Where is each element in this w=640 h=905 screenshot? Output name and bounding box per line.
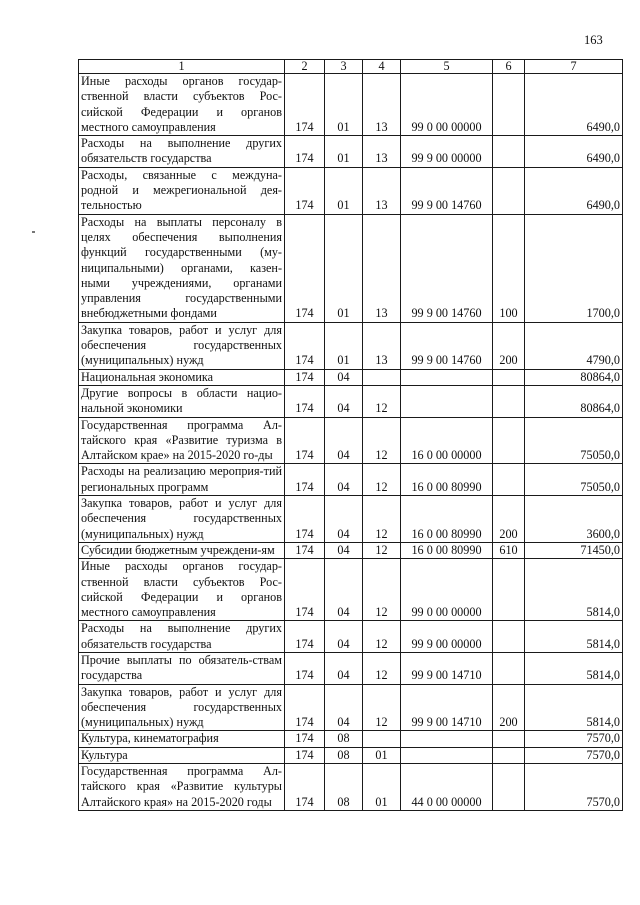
- ministry-code-cell: 174: [285, 731, 325, 747]
- subsection-code-cell: 12: [363, 385, 401, 417]
- table-row: [79, 542, 623, 558]
- ministry-code-cell: 174: [285, 464, 325, 496]
- table-row: [79, 559, 623, 621]
- expense-type-cell: [493, 136, 525, 168]
- amount-cell: 5814,0: [525, 652, 623, 684]
- subsection-code-cell: 13: [363, 74, 401, 136]
- table-row: [79, 747, 623, 763]
- section-code-cell: 01: [325, 136, 363, 168]
- ministry-code-cell: 174: [285, 167, 325, 214]
- section-code-cell: 04: [325, 496, 363, 543]
- table-row: [79, 464, 623, 496]
- ministry-code-cell: 174: [285, 496, 325, 543]
- table-row: [79, 652, 623, 684]
- ministry-code-cell: 174: [285, 559, 325, 621]
- target-item-cell: 99 9 00 00000: [401, 136, 493, 168]
- subsection-code-cell: [363, 369, 401, 385]
- expense-type-cell: 100: [493, 214, 525, 322]
- subsection-code-cell: 12: [363, 417, 401, 464]
- header-cell: 7: [525, 60, 623, 74]
- expense-type-cell: [493, 74, 525, 136]
- expense-name-cell: Иные расходы органов государ-ственной власти субъектов Рос-сийской Федерации и органов местного самоуправления: [79, 559, 285, 621]
- expense-type-cell: [493, 464, 525, 496]
- expense-type-cell: 200: [493, 496, 525, 543]
- table-row: [79, 369, 623, 385]
- ministry-code-cell: 174: [285, 214, 325, 322]
- expense-type-cell: [493, 764, 525, 811]
- expense-name-cell: Субсидии бюджетным учреждени-ям: [79, 542, 285, 558]
- section-code-cell: 08: [325, 731, 363, 747]
- table-row: [79, 731, 623, 747]
- header-cell: 1: [79, 60, 285, 74]
- scan-mark: [32, 231, 35, 233]
- amount-cell: 5814,0: [525, 559, 623, 621]
- amount-cell: 6490,0: [525, 74, 623, 136]
- target-item-cell: 99 0 00 00000: [401, 559, 493, 621]
- section-code-cell: 01: [325, 322, 363, 369]
- ministry-code-cell: 174: [285, 652, 325, 684]
- expense-name-cell: Национальная экономика: [79, 369, 285, 385]
- target-item-cell: 99 0 00 00000: [401, 74, 493, 136]
- subsection-code-cell: 13: [363, 136, 401, 168]
- expense-name-cell: Культура, кинематография: [79, 731, 285, 747]
- amount-cell: 75050,0: [525, 464, 623, 496]
- section-code-cell: 04: [325, 621, 363, 653]
- section-code-cell: 04: [325, 417, 363, 464]
- expense-type-cell: [493, 167, 525, 214]
- amount-cell: 7570,0: [525, 764, 623, 811]
- table-row: [79, 167, 623, 214]
- table-row: [79, 322, 623, 369]
- expense-name-cell: Государственная программа Ал-тайского края «Развитие туризма в Алтайском крае» на 2015-2020 го-ды: [79, 417, 285, 464]
- amount-cell: 1700,0: [525, 214, 623, 322]
- expense-name-cell: Расходы на выполнение других обязательств государства: [79, 136, 285, 168]
- expense-type-cell: 200: [493, 684, 525, 731]
- expense-type-cell: 200: [493, 322, 525, 369]
- subsection-code-cell: 13: [363, 214, 401, 322]
- amount-cell: 71450,0: [525, 542, 623, 558]
- table-row: [79, 417, 623, 464]
- section-code-cell: 04: [325, 369, 363, 385]
- amount-cell: 7570,0: [525, 747, 623, 763]
- ministry-code-cell: 174: [285, 136, 325, 168]
- expense-type-cell: 610: [493, 542, 525, 558]
- section-code-cell: 01: [325, 214, 363, 322]
- expense-type-cell: [493, 621, 525, 653]
- expense-type-cell: [493, 385, 525, 417]
- target-item-cell: 99 9 00 14760: [401, 167, 493, 214]
- expense-type-cell: [493, 369, 525, 385]
- ministry-code-cell: 174: [285, 385, 325, 417]
- subsection-code-cell: 12: [363, 542, 401, 558]
- target-item-cell: 16 0 00 80990: [401, 464, 493, 496]
- target-item-cell: 99 9 00 14710: [401, 652, 493, 684]
- target-item-cell: [401, 385, 493, 417]
- expense-name-cell: Расходы на выплаты персоналу в целях обеспечения выполнения функций государственными (му-ниципальными) органами, казен-ными учреждениями, органами управления государственными внебюджетными фондами: [79, 214, 285, 322]
- table-row: [79, 136, 623, 168]
- header-cell: 3: [325, 60, 363, 74]
- expense-type-cell: [493, 417, 525, 464]
- section-code-cell: 04: [325, 559, 363, 621]
- section-code-cell: 04: [325, 464, 363, 496]
- amount-cell: 80864,0: [525, 385, 623, 417]
- table-row: [79, 74, 623, 136]
- target-item-cell: 99 9 00 14710: [401, 684, 493, 731]
- table-header-row: [79, 60, 623, 74]
- header-cell: 2: [285, 60, 325, 74]
- subsection-code-cell: 12: [363, 684, 401, 731]
- expense-name-cell: Государственная программа Ал-тайского края «Развитие культуры Алтайского края» на 2015-2020 годы: [79, 764, 285, 811]
- section-code-cell: 04: [325, 684, 363, 731]
- amount-cell: 4790,0: [525, 322, 623, 369]
- subsection-code-cell: 12: [363, 621, 401, 653]
- page-number: 163: [584, 33, 603, 47]
- section-code-cell: 04: [325, 652, 363, 684]
- amount-cell: 5814,0: [525, 684, 623, 731]
- amount-cell: 80864,0: [525, 369, 623, 385]
- expense-name-cell: Закупка товаров, работ и услуг для обеспечения государственных (муниципальных) нужд: [79, 322, 285, 369]
- target-item-cell: [401, 731, 493, 747]
- subsection-code-cell: 01: [363, 764, 401, 811]
- expense-type-cell: [493, 559, 525, 621]
- ministry-code-cell: 174: [285, 764, 325, 811]
- target-item-cell: 99 9 00 00000: [401, 621, 493, 653]
- target-item-cell: [401, 747, 493, 763]
- section-code-cell: 04: [325, 542, 363, 558]
- section-code-cell: 01: [325, 167, 363, 214]
- subsection-code-cell: 13: [363, 322, 401, 369]
- expense-name-cell: Закупка товаров, работ и услуг для обеспечения государственных (муниципальных) нужд: [79, 684, 285, 731]
- ministry-code-cell: 174: [285, 322, 325, 369]
- expense-name-cell: Иные расходы органов государ-ственной власти субъектов Рос-сийской Федерации и органов местного самоуправления: [79, 74, 285, 136]
- table-row: [79, 621, 623, 653]
- target-item-cell: 16 0 00 80990: [401, 496, 493, 543]
- section-code-cell: 04: [325, 385, 363, 417]
- amount-cell: 7570,0: [525, 731, 623, 747]
- section-code-cell: 08: [325, 747, 363, 763]
- expense-name-cell: Прочие выплаты по обязатель-ствам государства: [79, 652, 285, 684]
- ministry-code-cell: 174: [285, 684, 325, 731]
- expense-name-cell: Расходы, связанные с междуна-родной и межрегиональной дея-тельностью: [79, 167, 285, 214]
- ministry-code-cell: 174: [285, 621, 325, 653]
- amount-cell: 5814,0: [525, 621, 623, 653]
- target-item-cell: 99 9 00 14760: [401, 322, 493, 369]
- ministry-code-cell: 174: [285, 747, 325, 763]
- ministry-code-cell: 174: [285, 417, 325, 464]
- amount-cell: 6490,0: [525, 167, 623, 214]
- expense-type-cell: [493, 731, 525, 747]
- budget-table: [78, 59, 623, 811]
- target-item-cell: 16 0 00 80990: [401, 542, 493, 558]
- amount-cell: 3600,0: [525, 496, 623, 543]
- expense-name-cell: Другие вопросы в области нацио-нальной экономики: [79, 385, 285, 417]
- subsection-code-cell: 12: [363, 559, 401, 621]
- expense-name-cell: Закупка товаров, работ и услуг для обеспечения государственных (муниципальных) нужд: [79, 496, 285, 543]
- section-code-cell: 08: [325, 764, 363, 811]
- target-item-cell: 16 0 00 00000: [401, 417, 493, 464]
- target-item-cell: 99 9 00 14760: [401, 214, 493, 322]
- expense-name-cell: Культура: [79, 747, 285, 763]
- section-code-cell: 01: [325, 74, 363, 136]
- subsection-code-cell: [363, 731, 401, 747]
- header-cell: 5: [401, 60, 493, 74]
- ministry-code-cell: 174: [285, 369, 325, 385]
- subsection-code-cell: 12: [363, 652, 401, 684]
- target-item-cell: [401, 369, 493, 385]
- amount-cell: 75050,0: [525, 417, 623, 464]
- expense-name-cell: Расходы на выполнение других обязательств государства: [79, 621, 285, 653]
- table-row: [79, 496, 623, 543]
- ministry-code-cell: 174: [285, 74, 325, 136]
- target-item-cell: 44 0 00 00000: [401, 764, 493, 811]
- table-row: [79, 684, 623, 731]
- expense-type-cell: [493, 747, 525, 763]
- header-cell: 4: [363, 60, 401, 74]
- header-cell: 6: [493, 60, 525, 74]
- table-row: [79, 764, 623, 811]
- subsection-code-cell: 12: [363, 464, 401, 496]
- table-row: [79, 385, 623, 417]
- amount-cell: 6490,0: [525, 136, 623, 168]
- expense-type-cell: [493, 652, 525, 684]
- expense-name-cell: Расходы на реализацию мероприя-тий региональных программ: [79, 464, 285, 496]
- table-row: [79, 214, 623, 322]
- subsection-code-cell: 13: [363, 167, 401, 214]
- subsection-code-cell: 12: [363, 496, 401, 543]
- ministry-code-cell: 174: [285, 542, 325, 558]
- subsection-code-cell: 01: [363, 747, 401, 763]
